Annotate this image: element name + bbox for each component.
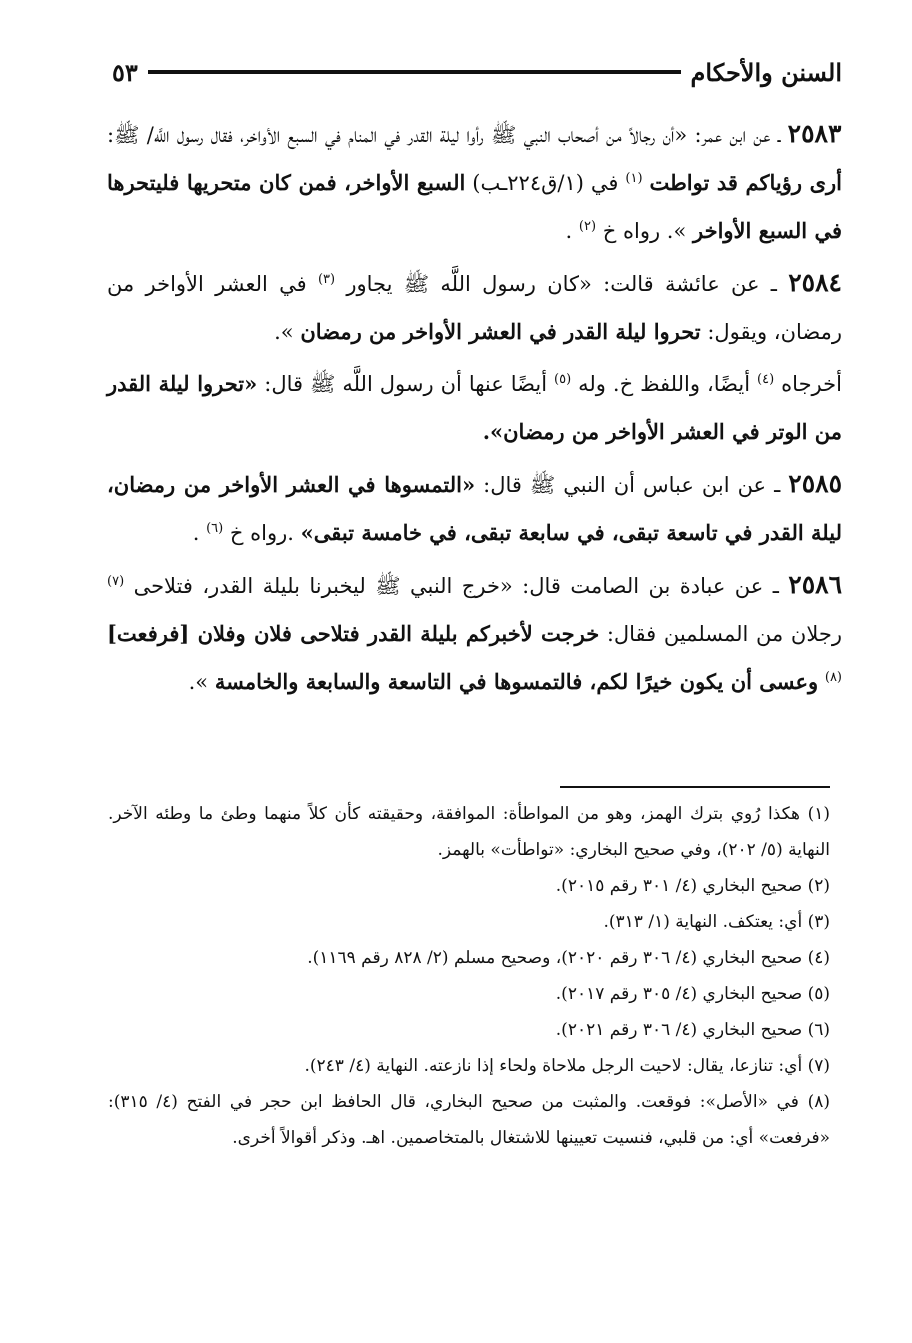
hadith-text: ـ عن عائشة قالت: «كان رسول اللَّه ﷺ يجاور [346, 272, 777, 296]
footnote-marker: (٤) [757, 372, 775, 387]
hadith-text: . [192, 521, 200, 545]
hadith-2583 [107, 110, 842, 255]
hadith-text: . [565, 219, 573, 243]
hadith-2585 [107, 460, 842, 557]
hadith-text: أيضًا عنها أن رسول اللَّه ﷺ قال: [257, 372, 548, 396]
prophetic-quote: وعسى أن يكون خيرًا لكم، فالتمسوها في التاسعة والسابعة والخامسة [214, 669, 819, 694]
hadith-list [107, 110, 842, 710]
footnotes [108, 796, 830, 1156]
prophetic-quote: تحروا ليلة القدر في العشر الأواخر من رمضان [300, 319, 701, 344]
hadith-text: ـ عن ابن عمر: «أن رجالاً من أصحاب النبي ﷺ رأوا ليلة القدر في المنام في السبع الأواخر، فقال رسول اللَّه/ ﷺ: [107, 123, 781, 147]
hadith-number: ٢٥٨٥ [788, 469, 842, 498]
running-header [112, 52, 842, 92]
hadith-text: رجلان من المسلمين فقال: [599, 622, 842, 646]
hadith-source: ». رواه خ [602, 219, 687, 243]
footnote-marker: (١) [625, 171, 643, 186]
page-number: ٥٣ [112, 57, 138, 87]
footnote: (٢) صحيح البخاري (٤/ ٣٠١ رقم ٢٠١٥). [555, 876, 830, 896]
hadith-2586 [107, 561, 842, 706]
footnote-marker: (٢) [578, 219, 597, 234]
chapter-title: السنن والأحكام [690, 57, 842, 87]
hadith-text: أخرجاه [781, 372, 842, 396]
footnote: (٨) في «الأصل»: فوقعت. والمثبت من صحيح البخاري، قال الحافظ ابن حجر في الفتح (٤/ ٣١٥): «فرفعت» أي: من قلبي، فنسيت تعيينها للاشتغال بالمتخاصمين. اهـ. وذكر أقوالاً أخرى. [108, 1092, 830, 1148]
footnote: (٣) أي: يعتكف. النهاية (١/ ٣١٣). [603, 912, 830, 932]
prophetic-quote: السبع الأواخر، فمن كان متحريها فليتحرها في السبع الأواخر [107, 170, 842, 243]
footnote: (٧) أي: تنازعا، يقال: لاحيت الرجل ملاحاة ولحاء إذا نازعته. النهاية (٤/ ٢٤٣). [304, 1056, 830, 1076]
hadith-text: ». [188, 670, 209, 694]
footnote-marker: (٧) [107, 574, 125, 589]
footnote: (٤) صحيح البخاري (٤/ ٣٠٦ رقم ٢٠٢٠)، وصحيح مسلم (٢/ ٨٢٨ رقم ١١٦٩). [307, 948, 830, 968]
hadith-text: أيضًا، واللفظ خ. وله [578, 372, 751, 396]
header-rule [148, 70, 681, 74]
hadith-number: ٢٥٨٣ [787, 119, 842, 148]
footnote-marker: (٣) [317, 272, 336, 287]
hadith-text: ـ عن ابن عباس أن النبي ﷺ قال: [475, 473, 781, 497]
prophetic-quote: خرجت لأخبركم بليلة القدر فتلاحى فلان وفلان [فرفعت] [107, 621, 600, 646]
hadith-2584 [107, 259, 842, 356]
hadith-source: .رواه خ [229, 521, 294, 545]
footnote: (٦) صحيح البخاري (٤/ ٣٠٦ رقم ٢٠٢١). [555, 1020, 830, 1040]
hadith-text: في (١/ق٢٢٤ـب) [465, 171, 619, 195]
footnote-marker: (٦) [206, 521, 224, 536]
hadith-number: ٢٥٨٦ [788, 570, 842, 599]
footnote-separator [560, 786, 830, 788]
footnote-marker: (٨) [824, 670, 842, 685]
hadith-2584-extra [107, 360, 842, 456]
hadith-text: في العشر الأواخر من رمضان، ويقول: [107, 272, 842, 344]
prophetic-quote: أرى رؤياكم قد تواطت [649, 170, 842, 195]
prophetic-quote: «تحروا ليلة القدر من الوتر في العشر الأواخر من رمضان». [107, 371, 842, 444]
footnote: (١) هكذا رُوي بترك الهمز، وهو من المواطأة: الموافقة، وحقيقته كأن كلاً منهما وطئ ما وطئه الآخر. النهاية (٥/ ٢٠٢)، وفي صحيح البخاري: «تواطأت» بالهمز. [108, 804, 830, 860]
footnote: (٥) صحيح البخاري (٤/ ٣٠٥ رقم ٢٠١٧). [555, 984, 830, 1004]
prophetic-quote: «التمسوها في العشر الأواخر من رمضان، ليلة القدر في تاسعة تبقى، في سابعة تبقى، في خامسة تبقى» [107, 472, 842, 545]
hadith-number: ٢٥٨٤ [788, 268, 842, 297]
hadith-text: ». [274, 320, 294, 344]
footnote-marker: (٥) [554, 372, 572, 387]
hadith-text: ـ عن عبادة بن الصامت قال: «خرج النبي ﷺ ليخبرنا بليلة القدر، فتلاحى [133, 574, 779, 598]
